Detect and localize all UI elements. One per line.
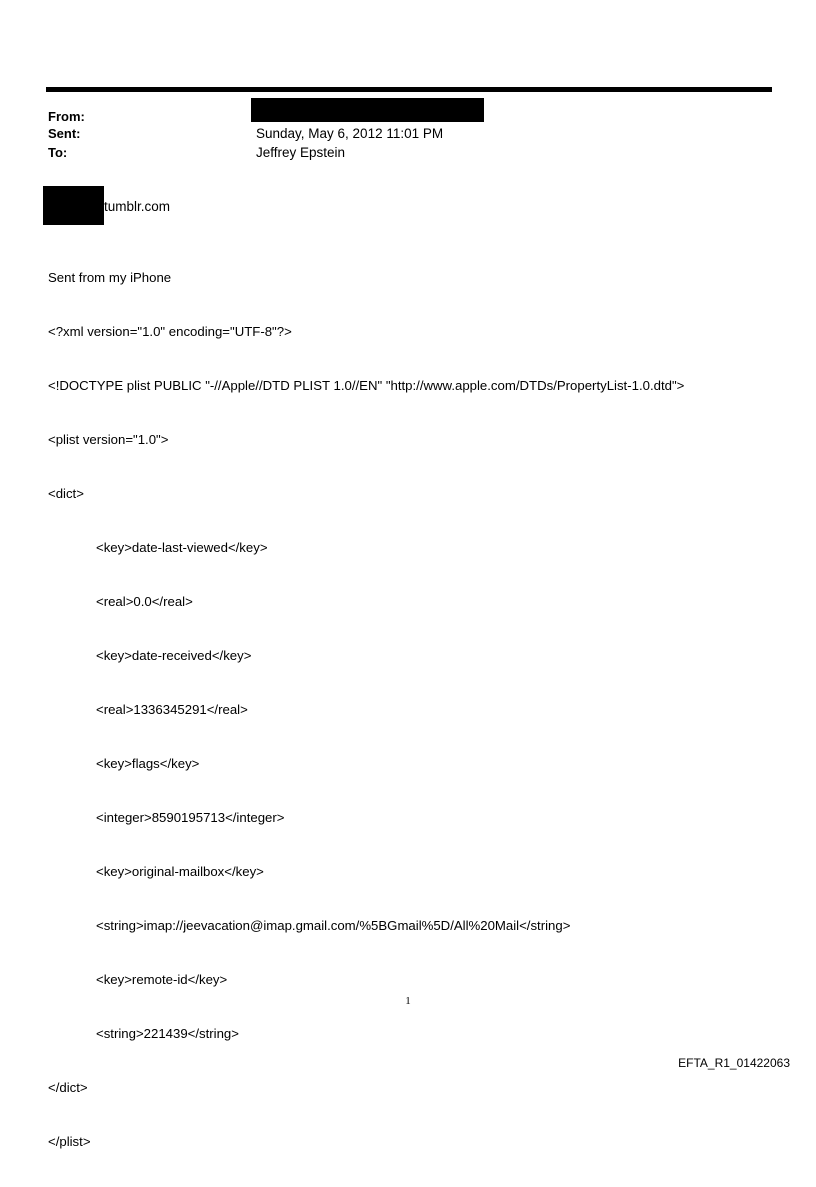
sender-domain: tumblr.com (104, 199, 171, 214)
sent-value: Sunday, May 6, 2012 11:01 PM (256, 126, 444, 141)
email-body (48, 233, 684, 1187)
body-line: </plist> (48, 1134, 91, 1149)
redaction-block-from (251, 98, 484, 122)
body-line: </dict> (48, 1080, 88, 1095)
to-label: To: (48, 145, 68, 160)
bates-number: EFTA_R1_01422063 (678, 1056, 790, 1070)
body-line: <key>flags</key> (96, 756, 200, 771)
body-line: <plist version="1.0"> (48, 432, 169, 447)
sent-label: Sent: (48, 126, 81, 141)
body-line: <string>221439</string> (96, 1026, 239, 1041)
redaction-block-sender (43, 186, 104, 225)
header-rule (46, 87, 772, 92)
to-value: Jeffrey Epstein (256, 145, 346, 160)
body-line: Sent from my iPhone (48, 270, 172, 285)
from-label: From: (48, 109, 85, 124)
body-line: <string>imap://jeevacation@imap.gmail.com/%5BGmail%5D/All%20Mail</string> (96, 918, 571, 933)
body-line: <!DOCTYPE plist PUBLIC "-//Apple//DTD PLIST 1.0//EN" "http://www.apple.com/DTDs/PropertyList-1.0.dtd"> (48, 378, 685, 393)
body-line: <integer>8590195713</integer> (96, 810, 285, 825)
body-line: <key>date-last-viewed</key> (96, 540, 268, 555)
body-line: <key>original-mailbox</key> (96, 864, 264, 879)
body-line: <key>date-received</key> (96, 648, 252, 663)
body-line: <real>1336345291</real> (96, 702, 248, 717)
body-line: <real>0.0</real> (96, 594, 193, 609)
body-line: <key>remote-id</key> (96, 972, 228, 987)
page-number: 1 (405, 995, 411, 1007)
body-line: <?xml version="1.0" encoding="UTF-8"?> (48, 324, 292, 339)
body-line: <dict> (48, 486, 84, 501)
